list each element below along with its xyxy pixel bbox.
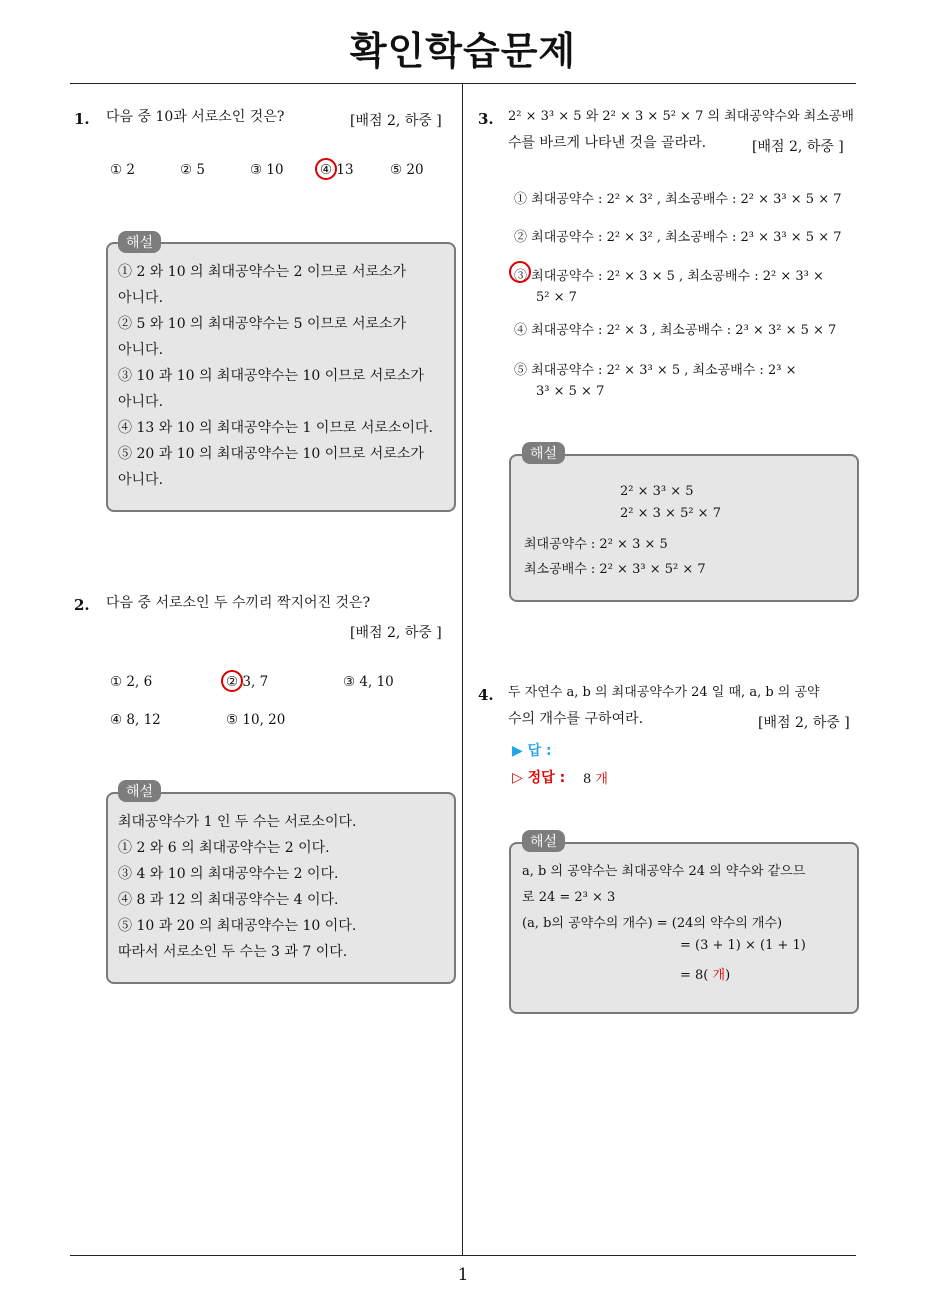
answer-number: 8 — [583, 772, 592, 787]
question-text-line-2: 수의 개수를 구하여라. — [508, 711, 644, 727]
selected-answer-circle-icon — [509, 261, 531, 283]
answer-input-label[interactable]: ▶ 답 : — [512, 743, 552, 759]
option-2[interactable]: ② 5 — [180, 162, 205, 178]
explanation-label: 해설 — [118, 780, 161, 802]
option-3[interactable]: ③ 4, 10 — [343, 674, 394, 690]
question-text: 다음 중 10과 서로소인 것은? — [106, 109, 285, 125]
explanation-line: 최대공약수 : 2² × 3 × 5 — [524, 537, 668, 552]
correct-answer-value — [583, 768, 608, 787]
explanation-line: ⑤ 10 과 20 의 최대공약수는 10 이다. — [118, 918, 357, 934]
question-number: 4. — [478, 686, 494, 704]
explanation-body — [118, 259, 433, 493]
answer-unit: 개 — [595, 772, 608, 787]
explanation-line: 따라서 서로소인 두 수는 3 과 7 이다. — [118, 944, 348, 960]
explanation-line: (a, b의 공약수의 개수) = (24의 약수의 개수) — [522, 916, 783, 931]
question-meta: [배점 2, 하중 ] — [350, 113, 442, 129]
option-3-continued: 5² × 7 — [536, 290, 577, 305]
question-text-line-1: 두 자연수 a, b 의 최대공약수가 24 일 때, a, b 의 공약 — [508, 685, 820, 700]
selected-answer-circle-icon — [315, 158, 337, 180]
explanation-line: 아니다. — [118, 290, 164, 306]
option-1[interactable]: ① 2 — [110, 162, 135, 178]
explanation-label: 해설 — [522, 830, 565, 852]
option-2[interactable]: ② 3, 7 — [226, 674, 269, 690]
explanation-line: a, b 의 공약수는 최대공약수 24 의 약수와 같으므 — [522, 864, 806, 879]
page-number: 1 — [457, 1265, 469, 1285]
explanation-line: 로 24 = 2³ × 3 — [522, 890, 616, 905]
explanation-line: ⑤ 20 과 10 의 최대공약수는 10 이므로 서로소가 — [118, 446, 424, 462]
option-1[interactable]: ① 최대공약수 : 2² × 3² , 최소공배수 : 2² × 3³ × 5 × 7 — [514, 192, 842, 207]
column-divider — [462, 83, 463, 1255]
explanation-line: ④ 13 와 10 의 최대공약수는 1 이므로 서로소이다. — [118, 420, 433, 436]
question-number: 2. — [74, 596, 90, 614]
correct-answer-label: ▷ 정답 : — [512, 770, 566, 786]
explanation-line: 아니다. — [118, 472, 164, 488]
question-meta: [배점 2, 하중 ] — [752, 139, 844, 155]
explanation-line: 아니다. — [118, 394, 164, 410]
option-5[interactable]: ⑤ 20 — [390, 162, 424, 178]
option-3[interactable]: ③ 최대공약수 : 2² × 3 × 5 , 최소공배수 : 2² × 3³ × — [514, 269, 824, 284]
explanation-box — [509, 454, 859, 602]
explanation-label: 해설 — [118, 231, 161, 253]
explanation-line: 2² × 3³ × 5 — [620, 484, 694, 499]
option-4[interactable]: ④ 8, 12 — [110, 712, 161, 728]
explanation-line: 아니다. — [118, 342, 164, 358]
result-suffix: ) — [725, 968, 731, 983]
result-prefix: = 8( — [680, 968, 713, 983]
explanation-line: 최소공배수 : 2² × 3³ × 5² × 7 — [524, 562, 706, 577]
option-4[interactable]: ④ 13 — [320, 162, 354, 178]
header-rule — [70, 83, 856, 84]
footer-rule — [70, 1255, 856, 1256]
option-5[interactable]: ⑤ 10, 20 — [226, 712, 286, 728]
explanation-line: ③ 10 과 10 의 최대공약수는 10 이므로 서로소가 — [118, 368, 424, 384]
option-5[interactable]: ⑤ 최대공약수 : 2² × 3³ × 5 , 최소공배수 : 2³ × — [514, 363, 797, 378]
question-meta: [배점 2, 하중 ] — [350, 625, 442, 641]
result-unit: 개 — [712, 968, 726, 983]
option-2[interactable]: ② 최대공약수 : 2² × 3² , 최소공배수 : 2³ × 3³ × 5 × 7 — [514, 230, 842, 245]
selected-answer-circle-icon — [221, 670, 243, 692]
question-meta: [배점 2, 하중 ] — [758, 715, 850, 731]
question-number: 3. — [478, 110, 494, 128]
explanation-line: ① 2 와 6 의 최대공약수는 2 이다. — [118, 840, 330, 856]
page-title: 확인학습문제 — [349, 29, 577, 73]
explanation-line: = (3 + 1) × (1 + 1) — [680, 938, 806, 953]
explanation-line: ④ 8 과 12 의 최대공약수는 4 이다. — [118, 892, 339, 908]
explanation-line: ② 5 와 10 의 최대공약수는 5 이므로 서로소가 — [118, 316, 407, 332]
option-1[interactable]: ① 2, 6 — [110, 674, 153, 690]
explanation-label: 해설 — [522, 442, 565, 464]
option-5-continued: 3³ × 5 × 7 — [536, 384, 605, 399]
question-text: 다음 중 서로소인 두 수끼리 짝지어진 것은? — [106, 595, 371, 611]
explanation-body — [118, 809, 356, 965]
option-4[interactable]: ④ 최대공약수 : 2² × 3 , 최소공배수 : 2³ × 3² × 5 × 7 — [514, 323, 837, 338]
question-text-line-2: 수를 바르게 나타낸 것을 골라라. — [508, 135, 707, 151]
question-number: 1. — [74, 110, 90, 128]
explanation-line: ③ 4 와 10 의 최대공약수는 2 이다. — [118, 866, 339, 882]
explanation-line: 2² × 3 × 5² × 7 — [620, 506, 721, 521]
option-3[interactable]: ③ 10 — [250, 162, 284, 178]
explanation-line: ① 2 와 10 의 최대공약수는 2 이므로 서로소가 — [118, 264, 407, 280]
explanation-line: 최대공약수가 1 인 두 수는 서로소이다. — [118, 814, 357, 830]
question-text-line-1: 2² × 3³ × 5 와 2² × 3 × 5² × 7 의 최대공약수와 최소공배 — [508, 109, 854, 124]
explanation-line-result — [680, 964, 730, 983]
